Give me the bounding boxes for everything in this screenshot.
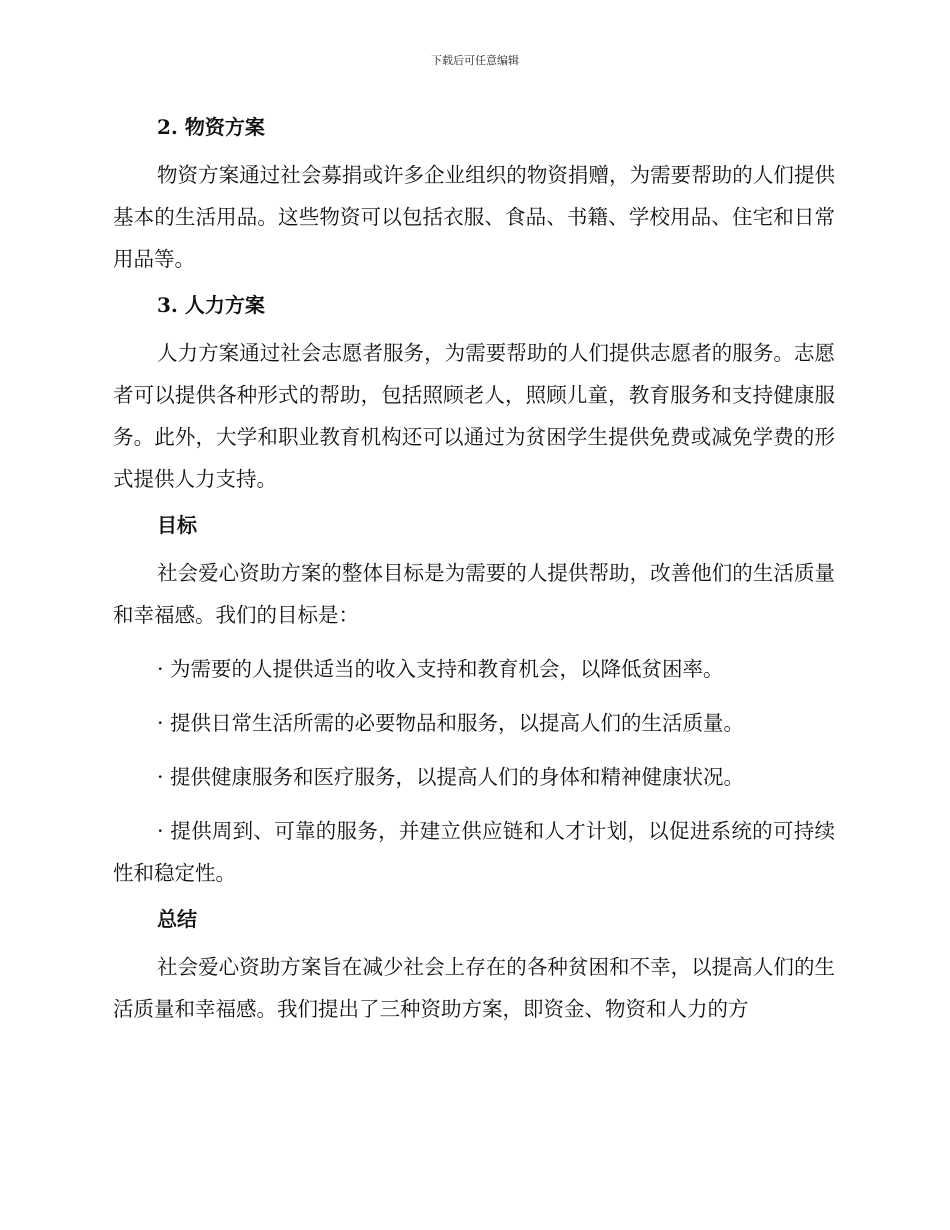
goal-bullet-3: · 提供健康服务和医疗服务，以提高人们的身体和精神健康状况。: [157, 765, 745, 789]
section-heading-manpower: 3. 人力方案: [157, 293, 265, 317]
paragraph-goals: 社会爱心资助方案的整体目标是为需要的人提供帮助，改善他们的生活质量和幸福感。我们的目标是：: [113, 561, 835, 627]
goal-bullet-1: · 为需要的人提供适当的收入支持和教育机会，以降低贫困率。: [157, 657, 724, 681]
section-heading-summary: 总结: [157, 907, 197, 931]
paragraph-summary: 社会爱心资助方案旨在减少社会上存在的各种贫困和不幸，以提高人们的生活质量和幸福感。我们提出了三种资助方案，即资金、物资和人力的方: [113, 955, 835, 1021]
goal-bullet-2: · 提供日常生活所需的必要物品和服务，以提高人们的生活质量。: [157, 711, 745, 735]
section-heading-materials: 2. 物资方案: [157, 115, 265, 139]
goal-bullet-4: · 提供周到、可靠的服务，并建立供应链和人才计划，以促进系统的可持续性和稳定性。: [113, 819, 835, 885]
page-header: 下载后可任意编辑: [431, 54, 519, 67]
document-body: [113, 112, 835, 1030]
paragraph-manpower: 人力方案通过社会志愿者服务，为需要帮助的人们提供志愿者的服务。志愿者可以提供各种形式的帮助，包括照顾老人，照顾儿童，教育服务和支持健康服务。此外，大学和职业教育机构还可以通过为贫困学生提供免费或减免学费的形式提供人力支持。: [113, 341, 835, 491]
paragraph-materials: 物资方案通过社会募捐或许多企业组织的物资捐赠，为需要帮助的人们提供基本的生活用品。这些物资可以包括衣服、食品、书籍、学校用品、住宅和日常用品等。: [113, 163, 835, 271]
section-heading-goals: 目标: [157, 513, 197, 537]
